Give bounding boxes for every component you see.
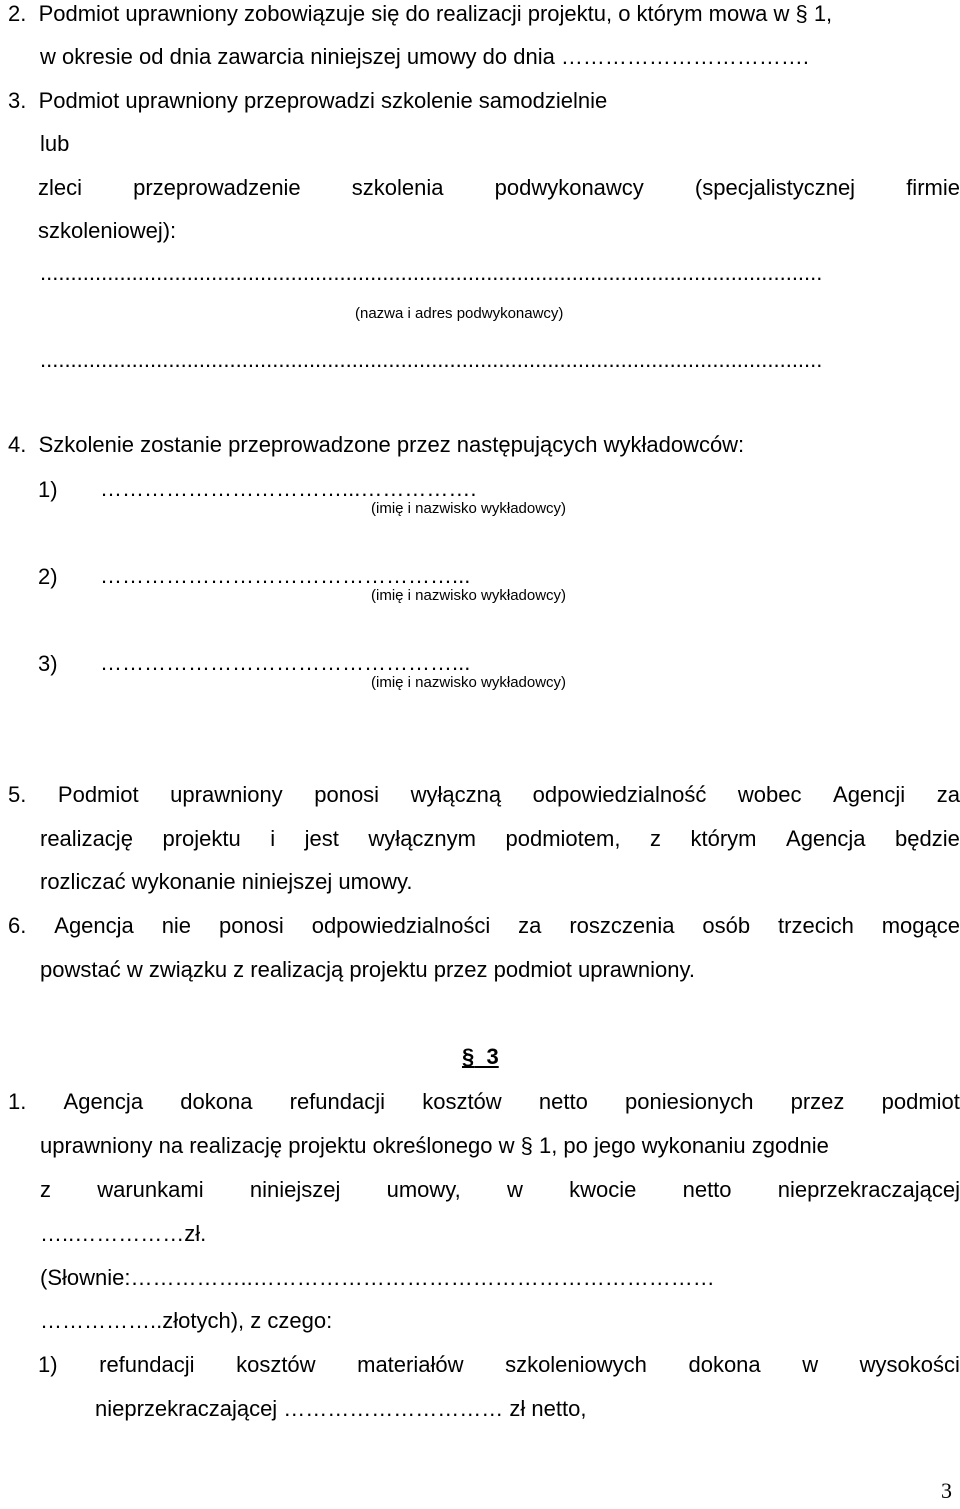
word: osób <box>702 913 751 938</box>
word: Podmiot <box>57 782 139 807</box>
p6-line-1 <box>8 913 960 939</box>
word: w <box>506 1177 523 1202</box>
word: Agencja <box>786 826 866 851</box>
s3-item1-line-1 <box>38 1352 960 1378</box>
word: z <box>649 826 661 851</box>
p5-line-1 <box>8 782 960 808</box>
p3-line-1: 3. Podmiot uprawniony przeprowadzi szkolenie samodzielnie <box>8 88 608 113</box>
lecturer-dots: …………………………………………... <box>100 650 471 675</box>
word: przeprowadzenie <box>133 175 301 200</box>
s3p1-line-1 <box>8 1089 960 1115</box>
word: kwocie <box>569 1177 637 1202</box>
p2-line-2: w okresie od dnia zawarcia niniejszej umowy do dnia ……………………………. <box>40 44 810 69</box>
word: podmiot <box>881 1089 960 1114</box>
word: kosztów <box>236 1352 316 1377</box>
word: i <box>270 826 276 851</box>
field-caption: (nazwa i adres podwykonawcy) <box>355 305 564 322</box>
word: projektu <box>162 826 241 851</box>
s3p1-line-2: uprawniony na realizację projektu określonego w § 1, po jego wykonaniu zgodnie <box>40 1133 829 1158</box>
word: 1) <box>38 1352 58 1377</box>
word: będzie <box>895 826 960 851</box>
p3-line-3 <box>38 175 960 201</box>
word: uprawniony <box>170 782 283 807</box>
p2-line-1: 2. Podmiot uprawniony zobowiązuje się do realizacji projektu, o którym mowa w § 1, <box>8 1 833 26</box>
p5-line-3: rozliczać wykonanie niniejszej umowy. <box>40 869 413 894</box>
word: wyłącznym <box>368 826 476 851</box>
word: trzecich <box>778 913 854 938</box>
p6-line-2: powstać w związku z realizacją projektu przez podmiot uprawniony. <box>40 957 695 982</box>
word: materiałów <box>357 1352 464 1377</box>
word: wobec <box>737 782 802 807</box>
word: za <box>518 913 542 938</box>
word: 1. <box>8 1089 27 1114</box>
word: ponosi <box>218 913 284 938</box>
word: realizację <box>40 826 133 851</box>
lecturer-number: 1) <box>38 477 58 502</box>
word: niniejszej <box>249 1177 341 1202</box>
word: za <box>936 782 960 807</box>
s3-item1-line-2: nieprzekraczającej ………………………… zł netto, <box>95 1396 587 1421</box>
section-symbol: § <box>462 1044 475 1069</box>
p3-line-4: szkoleniowej): <box>38 218 177 243</box>
p5-line-2 <box>40 826 960 852</box>
word: przez <box>790 1089 845 1114</box>
word: 5. <box>8 782 27 807</box>
word: w <box>802 1352 819 1377</box>
word: netto <box>682 1177 732 1202</box>
word: szkoleniowych <box>505 1352 647 1377</box>
field-caption: (imię i nazwisko wykładowcy) <box>371 587 567 604</box>
p4-heading: 4. Szkolenie zostanie przeprowadzone przez następujących wykładowców: <box>8 432 745 457</box>
word: Agencja <box>54 913 134 938</box>
word: jest <box>304 826 339 851</box>
field-caption: (imię i nazwisko wykładowcy) <box>371 674 567 691</box>
word: z <box>40 1177 51 1202</box>
dotted-fill-line: ................................................................................................................................ <box>40 260 823 285</box>
dotted-fill-line: ................................................................................................................................ <box>40 347 823 372</box>
lecturer-number: 2) <box>38 564 58 589</box>
word: netto <box>538 1089 588 1114</box>
word: roszczenia <box>569 913 675 938</box>
section-number: 3 <box>486 1044 499 1069</box>
word: odpowiedzialności <box>311 913 491 938</box>
s3p1-line-5: (Słownie:……………..……………………………………………………… <box>40 1265 715 1290</box>
word: odpowiedzialność <box>532 782 707 807</box>
word: firmie <box>906 175 960 200</box>
lecturer-number: 3) <box>38 651 58 676</box>
word: wysokości <box>859 1352 960 1377</box>
word: warunkami <box>97 1177 204 1202</box>
word: mogące <box>881 913 960 938</box>
word: refundacji <box>99 1352 195 1377</box>
s3p1-line-6: ……………..złotych), z czego: <box>40 1308 333 1333</box>
p3-line-2: lub <box>40 131 70 156</box>
page-number: 3 <box>941 1478 952 1503</box>
word: kosztów <box>422 1089 502 1114</box>
word: dokona <box>688 1352 761 1377</box>
word: zleci <box>38 175 83 200</box>
word: umowy, <box>386 1177 461 1202</box>
lecturer-dots: ……………………………...……………. <box>100 476 477 501</box>
word: nieprzekraczającej <box>777 1177 960 1202</box>
field-caption: (imię i nazwisko wykładowcy) <box>371 500 567 517</box>
word: szkolenia <box>351 175 444 200</box>
word: Agencja <box>63 1089 144 1114</box>
word: podmiotem, <box>505 826 621 851</box>
s3p1-line-4: …..……………zł. <box>40 1221 207 1246</box>
lecturer-dots: …………………………………………... <box>100 563 471 588</box>
section-heading <box>462 1044 499 1070</box>
word: refundacji <box>289 1089 386 1114</box>
word: Agencji <box>833 782 906 807</box>
word: (specjalistycznej <box>694 175 856 200</box>
word: podwykonawcy <box>494 175 644 200</box>
word: 6. <box>8 913 27 938</box>
s3p1-line-3 <box>40 1177 960 1203</box>
word: poniesionych <box>625 1089 754 1114</box>
word: nie <box>161 913 192 938</box>
word: wyłączną <box>410 782 502 807</box>
word: ponosi <box>314 782 380 807</box>
word: dokona <box>180 1089 253 1114</box>
word: którym <box>690 826 757 851</box>
